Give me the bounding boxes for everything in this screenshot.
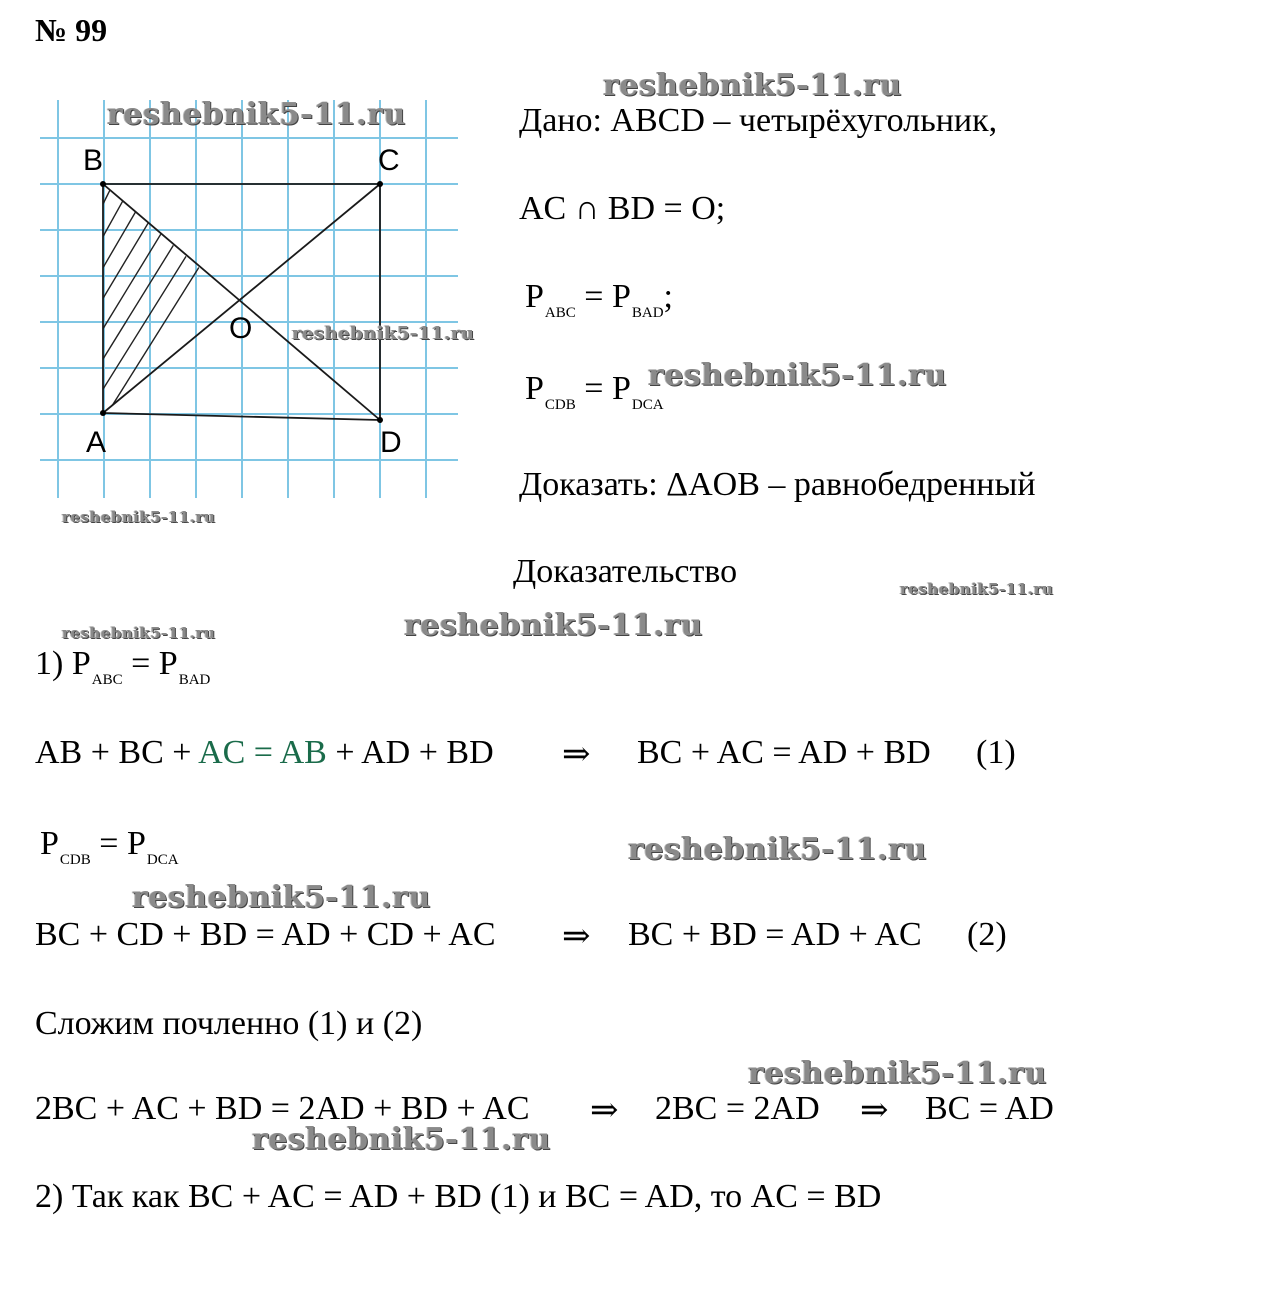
watermark: reshebnik5-11.ru [628,832,927,867]
watermark: reshebnik5-11.ru [62,508,216,526]
watermark: reshebnik5-11.ru [252,1122,551,1157]
equation-2-arrow: ⇒ [562,918,591,955]
geometry-figure [0,0,470,500]
equation-3-arrow-2: ⇒ [860,1092,889,1129]
given-perimeter-cdb-dca: $P_{CDB} = P_{DCA}$ [525,370,664,413]
equation-3-middle: 2BC = 2AD [655,1090,820,1127]
equation-2-number: (2) [967,916,1007,953]
watermark: reshebnik5-11.ru [900,580,1054,598]
given-line1: Дано: ABCD – четырёхугольник, [519,102,998,139]
sum-statement: Сложим почленно (1) и (2) [35,1005,423,1042]
problem-number: № 99 [35,12,108,48]
watermark: reshebnik5-11.ru [748,1056,1047,1091]
equation-1-left: AB + BC + AC = AB + AD + BD [35,734,494,771]
equation-2-left: BC + CD + BD = AD + CD + AC [35,916,496,953]
equation-1-right: BC + AC = AD + BD [637,734,931,771]
hatching [90,170,260,425]
perimeter-cdb-dca: $P_{CDB} = P_{DCA}$ [40,825,179,868]
equation-3-left: 2BC + AC + BD = 2AD + BD + AC [35,1090,530,1127]
watermark: reshebnik5-11.ru [292,323,475,344]
equation-3-arrow-1: ⇒ [590,1092,619,1129]
equation-1-arrow: ⇒ [562,736,591,773]
prove-statement: Доказать: ΔAOB – равнобедренный [519,466,1036,503]
step1-perimeter: 1) $P_{ABC} = P_{BAD}$ [35,645,211,688]
watermark: reshebnik5-11.ru [62,624,216,642]
equation-2-right: BC + BD = AD + AC [628,916,922,953]
label-O: O [229,312,253,345]
watermark: reshebnik5-11.ru [648,358,947,393]
given-perimeter-abc-bad: $P_{ABC} = P_{BAD}$; [525,278,673,321]
label-C: C [378,144,400,177]
given-line2: AC ∩ BD = O; [519,190,726,227]
equation-3-right: BC = AD [925,1090,1054,1127]
watermark: reshebnik5-11.ru [132,880,431,915]
label-A: A [86,426,107,459]
watermark: reshebnik5-11.ru [603,68,902,103]
watermark: reshebnik5-11.ru [107,97,406,132]
step2-conclusion: 2) Так как BC + AC = AD + BD (1) и BC = AD, то AC = BD [35,1178,882,1215]
equation-1-number: (1) [976,734,1016,771]
label-D: D [380,426,402,459]
label-B: B [83,144,104,177]
proof-heading: Доказательство [513,553,738,590]
watermark: reshebnik5-11.ru [404,608,703,643]
